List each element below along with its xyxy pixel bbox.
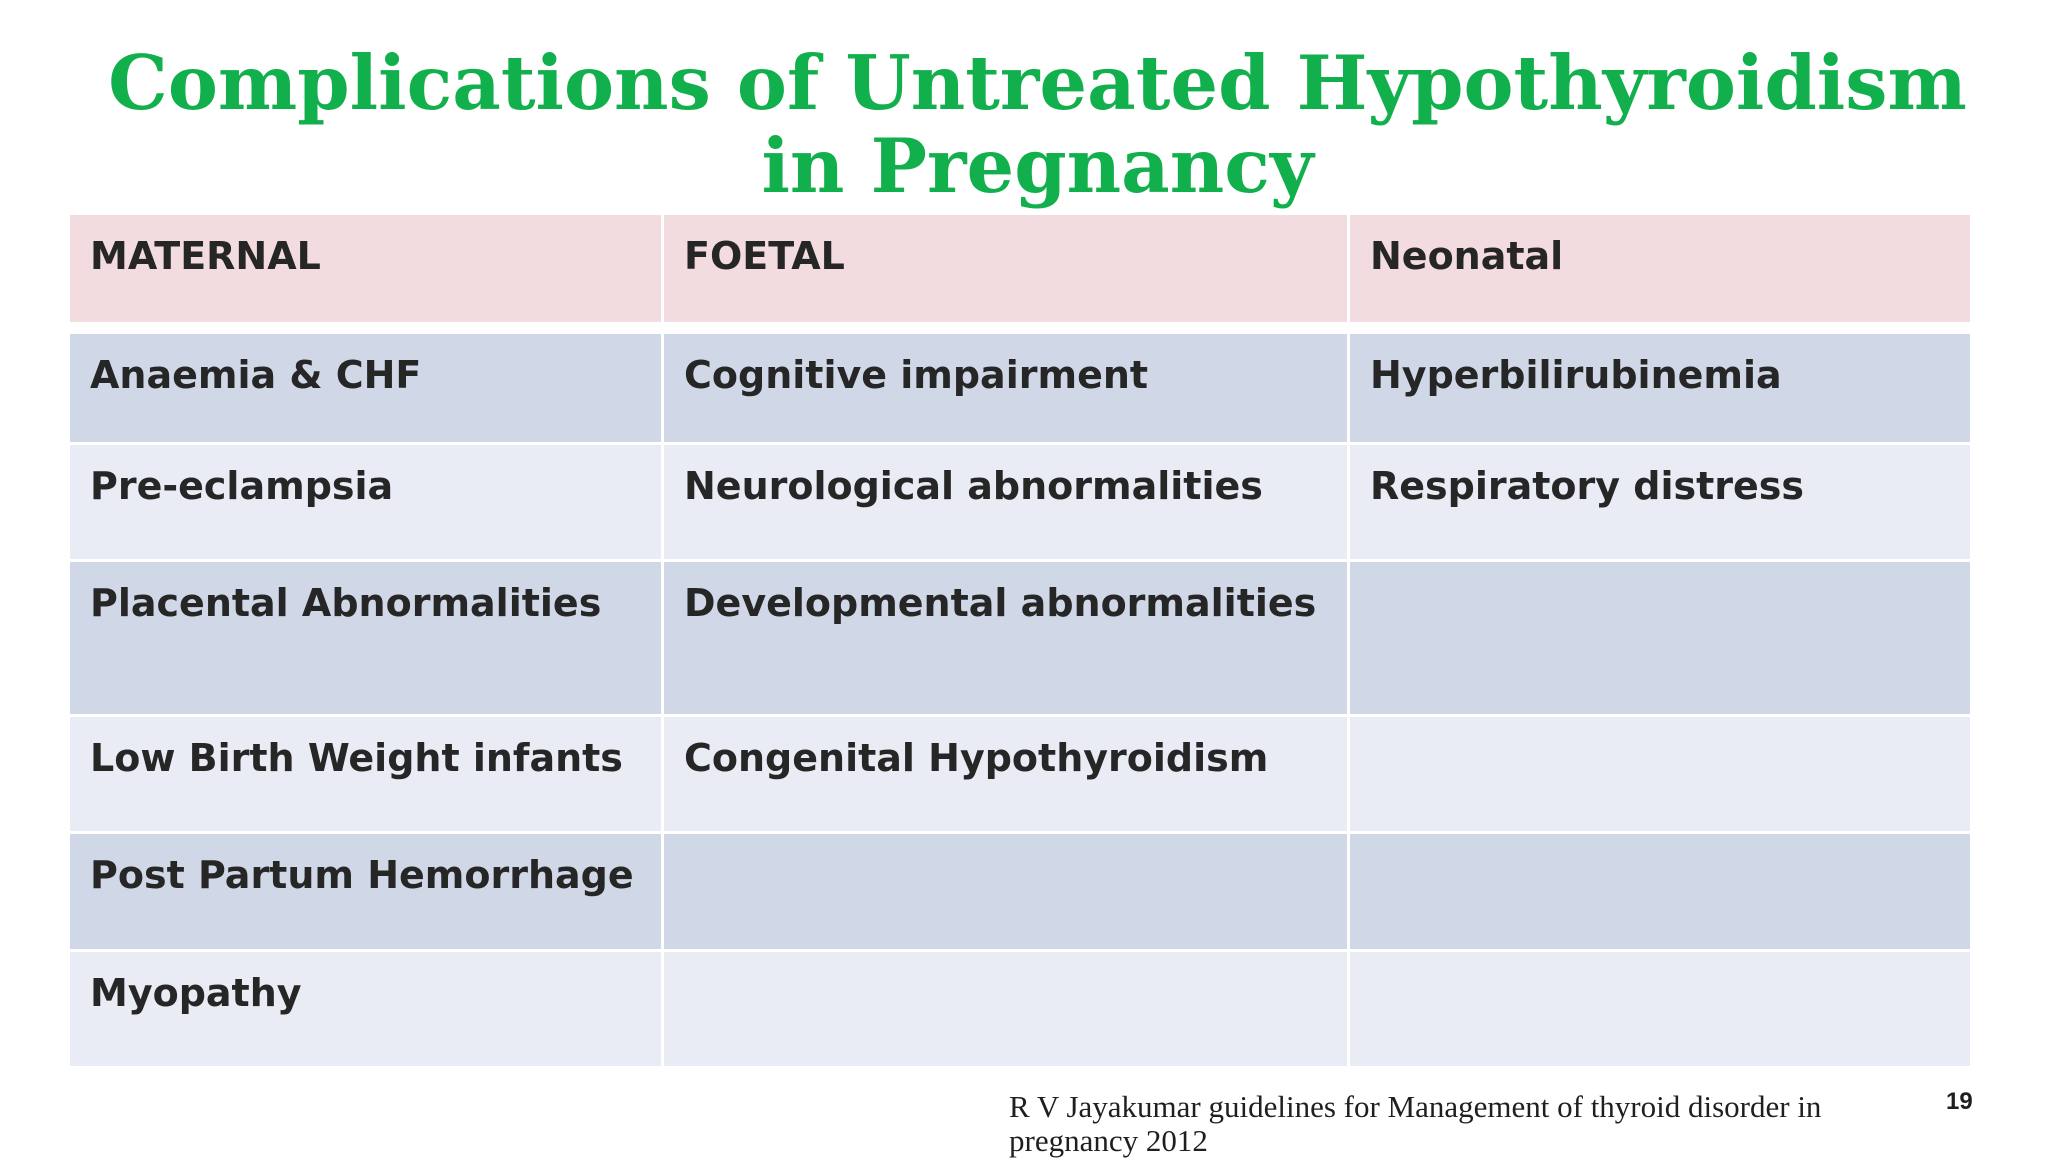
- table-cell: [663, 951, 1349, 1068]
- complications-table: [67, 212, 1973, 1069]
- header-neonatal: Neonatal: [1349, 214, 1972, 324]
- table-cell: Anaemia & CHF: [69, 333, 663, 444]
- header-gap: [69, 324, 1972, 333]
- table-row: [69, 444, 1972, 561]
- table-cell: Cognitive impairment: [663, 333, 1349, 444]
- table-cell: Myopathy: [69, 951, 663, 1068]
- table-row: [69, 333, 1972, 444]
- page-number: 19: [1946, 1088, 1973, 1115]
- table-cell: [1349, 951, 1972, 1068]
- header-foetal: FOETAL: [663, 214, 1349, 324]
- table-cell: Developmental abnormalities: [663, 561, 1349, 716]
- citation-footnote: R V Jayakumar guidelines for Management of thyroid disorder in pregnancy 2012: [1009, 1089, 1822, 1158]
- header-maternal: MATERNAL: [69, 214, 663, 324]
- table-cell: Low Birth Weight infants: [69, 716, 663, 833]
- table-cell: Post Partum Hemorrhage: [69, 833, 663, 951]
- table-row: [69, 951, 1972, 1068]
- table-row: [69, 716, 1972, 833]
- table-cell: Congenital Hypothyroidism: [663, 716, 1349, 833]
- table-cell: Respiratory distress: [1349, 444, 1972, 561]
- table-cell: Placental Abnormalities: [69, 561, 663, 716]
- table-header-row: [69, 214, 1972, 324]
- table-row: [69, 833, 1972, 951]
- table-cell: [1349, 833, 1972, 951]
- table-cell: Pre-eclampsia: [69, 444, 663, 561]
- table-cell: Hyperbilirubinemia: [1349, 333, 1972, 444]
- table-cell: [663, 833, 1349, 951]
- table-cell: Neurological abnormalities: [663, 444, 1349, 561]
- slide-title: Complications of Untreated Hypothyroidism in Pregnancy: [108, 39, 1967, 210]
- table-cell: [1349, 561, 1972, 716]
- table-row: [69, 561, 1972, 716]
- table-cell: [1349, 716, 1972, 833]
